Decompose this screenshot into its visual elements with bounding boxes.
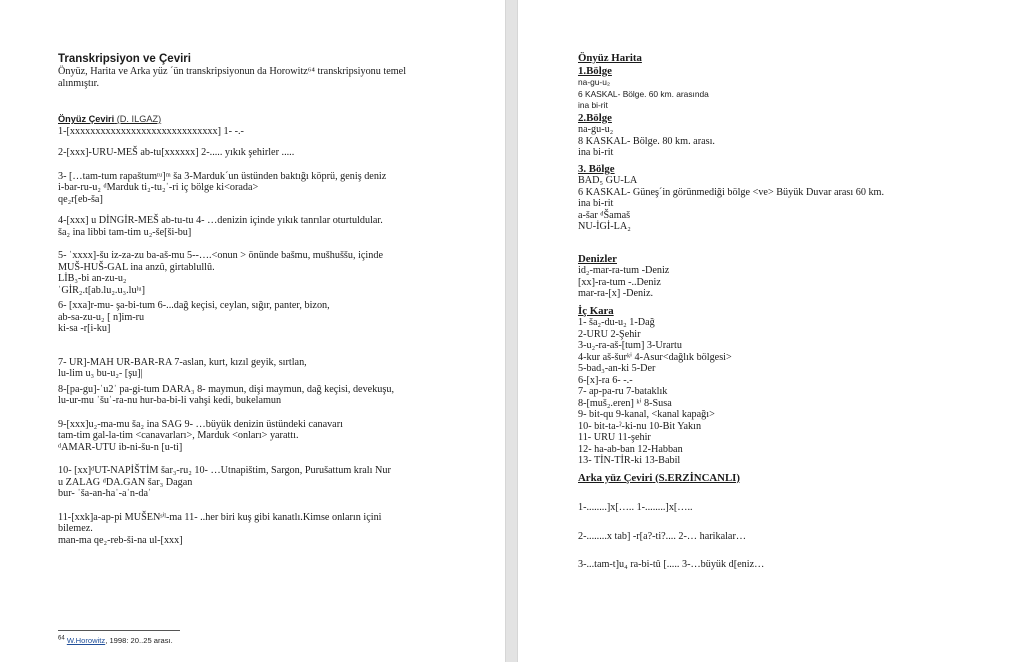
- paragraph-line: lu-lim u₃ bu-u₂- [şu]|: [58, 368, 143, 379]
- page-gap: [505, 0, 518, 662]
- inland-lines-line: 4-kur aš-šurᵏⁱ 4-Asur<dağlık bölgesi>: [578, 351, 732, 363]
- paragraph-line: qe₂r[eb-ša]: [58, 193, 103, 205]
- region1-lines-line: na-gu-u₂: [578, 77, 611, 87]
- paragraph-line: i-bar-ru-u₂ ᵈMarduk ti₂-tu₂ˈ-ri iç bölge ki<orada>: [58, 182, 259, 193]
- transliteration-paragraph: [58, 300, 458, 335]
- region3-lines-line: ina bi-rit: [578, 198, 614, 209]
- inland-lines-line: 3-u₂-ra-aš-[tum] 3-Urartu: [578, 340, 682, 351]
- transliteration-paragraph: [58, 419, 458, 454]
- transliteration-paragraph: [58, 357, 458, 380]
- transliteration-paragraph: [58, 465, 458, 500]
- section-author: (D. ILGAZ): [116, 114, 162, 124]
- footnote-number: 64: [58, 635, 65, 642]
- paragraph-line: 11-[xxk]a-ap-pi MUŠENˢⁱˡ-ma 11- ..her biri kuş gibi kanatlı.Kimse onların içini: [58, 511, 382, 523]
- paragraph-line: 7- UR]-MAH UR-BAR-RA 7-aslan, kurt, kızıl geyik, sırtlan,: [58, 356, 307, 368]
- region2-lines-line: ina bi-rit: [578, 147, 614, 158]
- map-heading: Önyüz Harita: [578, 52, 642, 64]
- transliteration-paragraph: [58, 215, 458, 238]
- region1-lines-line: 6 KASKAL- Bölge. 60 km. arasında: [578, 88, 709, 99]
- transliteration-paragraphs: [58, 126, 458, 547]
- inland-lines-line: 13- TİN-TİR-ki 13-Babil: [578, 455, 681, 466]
- back-lines: [578, 502, 938, 571]
- footnote-text: , 1998: 20..25 arası.: [105, 636, 173, 645]
- region3-lines-line: 6 KASKAL- Güneş´in görünmediği bölge <ve> Büyük Duvar arası 60 km.: [578, 186, 885, 198]
- intro-text-line-2: alınmıştır.: [58, 78, 100, 89]
- region2-heading: 2.Bölge: [578, 111, 612, 124]
- paragraph-line: 1-[xxxxxxxxxxxxxxxxxxxxxxxxxxxxx] 1- -.-: [58, 125, 244, 137]
- transliteration-paragraph: [58, 384, 458, 407]
- seas-heading: Denizler: [578, 252, 617, 265]
- inland-heading: İç Kara: [578, 304, 614, 317]
- inland-lines-line: 6-[x]-ra 6- -.-: [578, 374, 633, 386]
- right-page-content: [578, 52, 938, 571]
- region3-lines-line: NU-İGİ-LA₂: [578, 221, 631, 232]
- back-translation-line: 1-........]x[….. 1-........]x[…..: [578, 502, 693, 513]
- paragraph-line: ab-sa-zu-u₂ [ n]im-ru: [58, 311, 145, 323]
- region3-heading: 3. Bölge: [578, 162, 615, 175]
- inland-lines-line: 2-URU 2-Şehir: [578, 328, 641, 340]
- back-heading: [578, 472, 938, 485]
- inland-lines-line: 1- ša₂-du-u₂ 1-Dağ: [578, 317, 655, 328]
- seas-lines-line: mar-ra-[x] -Deniz.: [578, 288, 654, 299]
- paragraph-line: 5- ˈxxxx]-šu iz-za-zu ba-aš-mu 5--….<onun > önünde bašmu, mušhuššu, içinde: [58, 250, 383, 261]
- transliteration-paragraph: [58, 147, 458, 159]
- section-heading-onyuz: [58, 114, 458, 126]
- region2-lines-line: 8 KASKAL- Bölge. 80 km. arası.: [578, 135, 715, 147]
- region3-lines-line: a-šar ᵈŠamaš: [578, 209, 631, 221]
- paragraph-line: bur- ˈša-an-haˈ-aˈn-daˈ: [58, 488, 152, 499]
- inland-lines-line: 7- ap-pa-ru 7-bataklık: [578, 386, 668, 397]
- paragraph-line: 8-[pa-gu]-ˈu2ˈ pa-gi-tum DARA₃ 8- maymun, dişi maymun, dağ keçisi, devekuşu,: [58, 383, 394, 395]
- inland-lines-line: 8-[muš₂.eren] ᵏⁱ 8-Susa: [578, 397, 672, 409]
- inland-lines-line: 10- bit-ta-ˀ-ki-nu 10-Bit Yakın: [578, 420, 702, 432]
- intro-text-line-1: Önyüz, Harita ve Arka yüz ´ün transkripsiyonun da Horowitz⁶⁴ transkripsiyonu temel: [58, 66, 407, 77]
- footnote-link[interactable]: W.Horowitz: [66, 636, 106, 645]
- seas-lines-line: id₂-mar-ra-tum -Deniz: [578, 265, 670, 276]
- inland-lines-line: 9- bit-qu 9-kanal, <kanal kapağı>: [578, 409, 715, 420]
- paragraph-line: man-ma qe₂-reb-ši-na ul-[xxx]: [58, 534, 183, 546]
- region3-lines: [578, 175, 938, 233]
- section-heading-label: Önyüz Çeviri: [58, 114, 115, 124]
- paragraph-line: 4-[xxx] u DİNGİR-MEŠ ab-tu-tu 4- …denizin içinde yıkık tanrılar oturtuldular.: [58, 215, 383, 226]
- paragraph-line: 3- […tam-tum rapaštumᵗᵘ]ᵐ ša 3-Marduk´un üstünden baktığı köprü, geniş deniz: [58, 170, 387, 182]
- transliteration-paragraph: [58, 250, 458, 296]
- paragraph-line: 10- [xx]ᵈUT-NAPİŠTİM šar₃-ru₂ 10- …Utnapištim, Sargon, Purušattum kralı Nur: [58, 465, 391, 476]
- left-page-content: [58, 52, 458, 546]
- paragraph-line: bilemez.: [58, 523, 93, 534]
- inland-lines: [578, 317, 938, 467]
- paragraph-line: ki-sa -r[i-ku]: [58, 323, 111, 334]
- paragraph-line: LİB₃-bi an-zu-u₂: [58, 273, 127, 284]
- paragraph-line: 9-[xxx]u₂-ma-mu ša₂ ina SAG 9- …büyük denizin üstündeki canavarı: [58, 418, 343, 430]
- paragraph-line: ša₂ ina libbi tam-tim u₂-še[ši-bu]: [58, 226, 192, 238]
- back-heading-author: (S.ERZİNCANLI): [655, 471, 740, 484]
- paragraph-line: MUŠ-HUŠ-GAL ina anzû, girtablullû.: [58, 261, 215, 273]
- paragraph-line: tam-tim gal-la-tim <canavarları>, Marduk <onları> yarattı.: [58, 430, 299, 441]
- transliteration-paragraph: [58, 126, 458, 138]
- paragraph-line: lu-ur-mu ˈšuˈ-ra-nu hur-ba-bi-li vahşi kedi, bukelamun: [58, 395, 282, 406]
- paragraph-line: u ZALAG ᵈDA.GAN šar₃ Dagan: [58, 476, 193, 488]
- region2-lines: [578, 124, 938, 159]
- transliteration-paragraph: [58, 171, 458, 206]
- seas-lines-line: [xx]-ra-tum -..Deniz: [578, 276, 661, 288]
- inland-lines-line: 12- ha-ab-ban 12-Habban: [578, 443, 683, 455]
- back-translation-line: 2-........x tab] -r[a?-ti?.... 2-… harikalar…: [578, 530, 747, 542]
- region1-lines-line: ina bi-rit: [578, 100, 608, 110]
- footnote-separator: [58, 630, 180, 631]
- footnote: [58, 636, 173, 645]
- paragraph-line: 2-[xxx]-URU-MEŠ ab-tu[xxxxxx] 2-..... yıkık şehirler .....: [58, 147, 295, 158]
- inland-lines-line: 11- URU 11-şehir: [578, 432, 651, 443]
- paragraph-line: 6- [xxa]r-mu- şa-bi-tum 6-...dağ keçisi, ceylan, sığır, panter, bizon,: [58, 300, 330, 311]
- paragraph-line: ˈGİR₂.t[ab.lu₂.u₃.luˡᵘ]: [58, 284, 145, 296]
- region1-lines: [578, 77, 938, 112]
- region1-heading: 1.Bölge: [578, 64, 612, 77]
- paragraph-line: ᵈAMAR-UTU ib-ni-šu-n [u-ti]: [58, 441, 183, 453]
- transliteration-paragraph: [58, 512, 458, 547]
- back-translation-line: 3-...tam-t]u₄ ra-bi-tû [..... 3-…büyük d[eniz…: [578, 559, 765, 570]
- page-title: Transkripsiyon ve Çeviri: [58, 53, 191, 65]
- inland-lines-line: 5-bad₃-an-ki 5-Der: [578, 363, 656, 374]
- region2-lines-line: na-gu-u₂: [578, 124, 614, 135]
- region3-lines-line: BAD₅ GU-LA: [578, 175, 638, 186]
- seas-lines: [578, 265, 938, 300]
- back-heading-label: Arka yüz Çeviri: [578, 471, 653, 484]
